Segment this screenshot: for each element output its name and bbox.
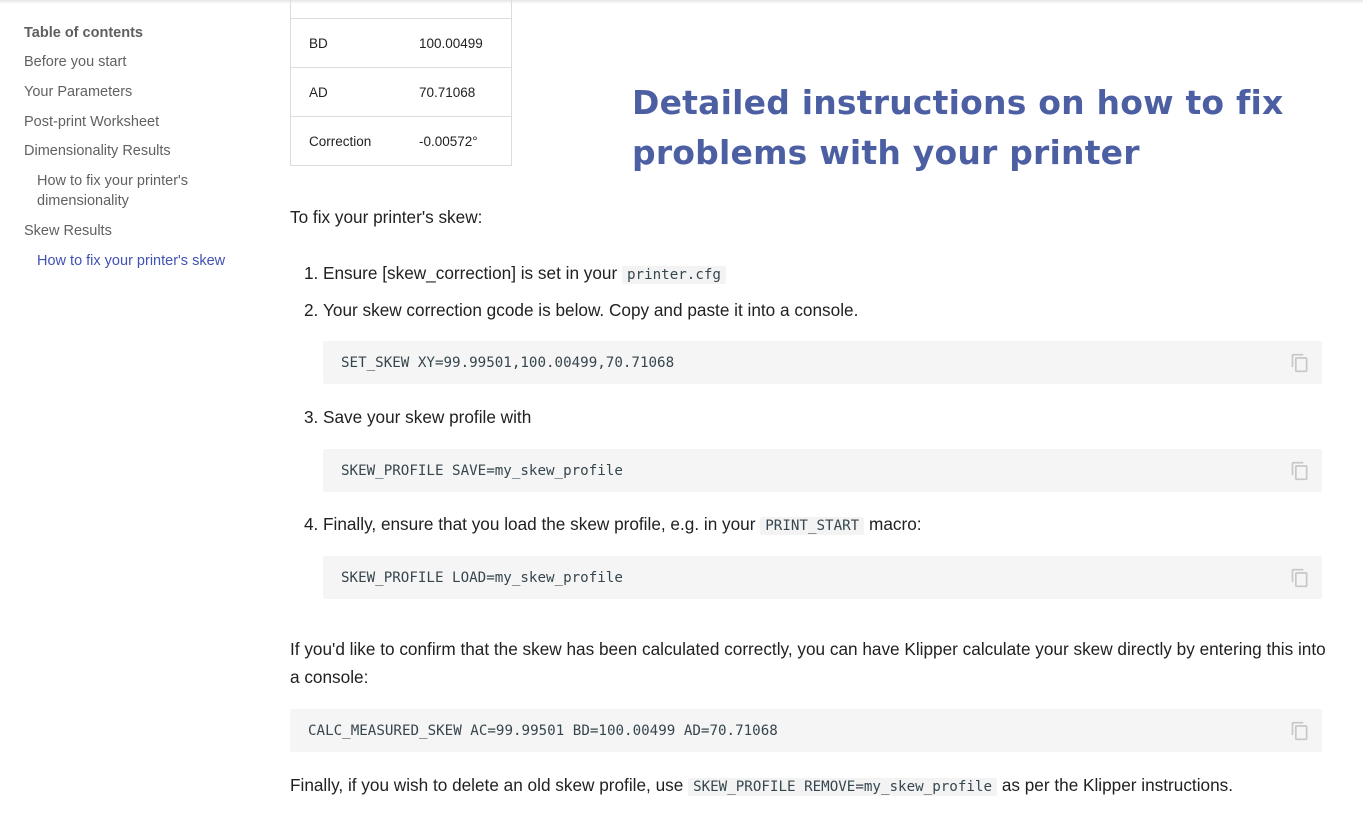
final-text-before: Finally, if you wish to delete an old skew profile, use [290,775,684,795]
table-cell-name: AD [291,68,402,117]
toc-title: Table of contents [24,25,143,41]
step-text: Save your skew profile with [323,407,532,427]
inline-code-remove-profile: SKEW_PROFILE REMOVE=my_skew_profile [688,778,997,796]
table-row [291,117,512,166]
toc-link-your-parameters[interactable]: Your Parameters [24,83,133,100]
table-cell [291,0,402,19]
table-row [291,68,512,117]
top-shadow [0,0,1363,4]
final-text-after: as per the Klipper instructions. [1001,775,1234,795]
table-cell [401,0,512,19]
intro-text: To fix your printer's skew: [290,207,483,227]
table-cell-value: 70.71068 [401,68,512,117]
step-number: 1. [304,263,319,283]
code-block-set-skew [323,341,1322,384]
toc-link-fix-dimensionality[interactable]: How to fix your printer's dimensionality [37,173,189,210]
inline-code-printer-cfg: printer.cfg [622,266,726,284]
code-text: SKEW_PROFILE LOAD=my_skew_profile [341,570,623,586]
code-text: SET_SKEW XY=99.99501,100.00499,70.71068 [341,355,675,371]
toc-link-dimensionality-results[interactable]: Dimensionality Results [24,143,171,160]
final-text [290,771,1233,801]
toc-link-post-print-worksheet[interactable]: Post-print Worksheet [24,113,160,130]
copy-icon[interactable] [1290,721,1310,741]
code-block-save-profile [323,449,1322,492]
table-cell-value: 100.00499 [401,19,512,68]
copy-icon[interactable] [1290,353,1310,373]
step-3 [304,404,531,430]
step-text: Ensure [skew_correction] is set in your [323,263,618,283]
confirm-text: If you'd like to confirm that the skew has been calculated correctly, you can have Klipper calculate your skew directly by entering this into a console: [290,639,1326,687]
step-text: Your skew correction gcode is below. Copy and paste it into a console. [323,300,859,320]
code-text: CALC_MEASURED_SKEW AC=99.99501 BD=100.00499 AD=70.71068 [308,723,778,739]
table-row [291,19,512,68]
step-number: 2. [304,300,319,320]
step-text: Finally, ensure that you load the skew profile, e.g. in your [323,514,756,534]
inline-code-print-start: PRINT_START [760,517,864,535]
copy-icon[interactable] [1290,568,1310,588]
toc-link-fix-skew[interactable]: How to fix your printer's skew [37,252,226,269]
toc-link-before-you-start[interactable]: Before you start [24,54,127,70]
step-4 [304,511,922,539]
table-cell-name: Correction [291,117,402,166]
step-number: 3. [304,407,319,427]
step-2 [304,297,858,323]
section-heading: Detailed instructions on how to fix problems with your printer [632,83,1284,172]
code-block-calc-skew [290,709,1322,752]
code-block-load-profile [323,556,1322,599]
step-number: 4. [304,514,319,534]
copy-icon[interactable] [1290,461,1310,481]
table-row [291,0,512,19]
step-text-after: macro: [869,514,922,534]
skew-results-table [290,0,512,166]
code-text: SKEW_PROFILE SAVE=my_skew_profile [341,463,623,479]
table-cell-name: BD [291,19,402,68]
table-cell-value: -0.00572° [401,117,512,166]
table-of-contents [24,22,254,281]
toc-link-skew-results[interactable]: Skew Results [24,222,112,239]
step-1 [304,260,726,288]
